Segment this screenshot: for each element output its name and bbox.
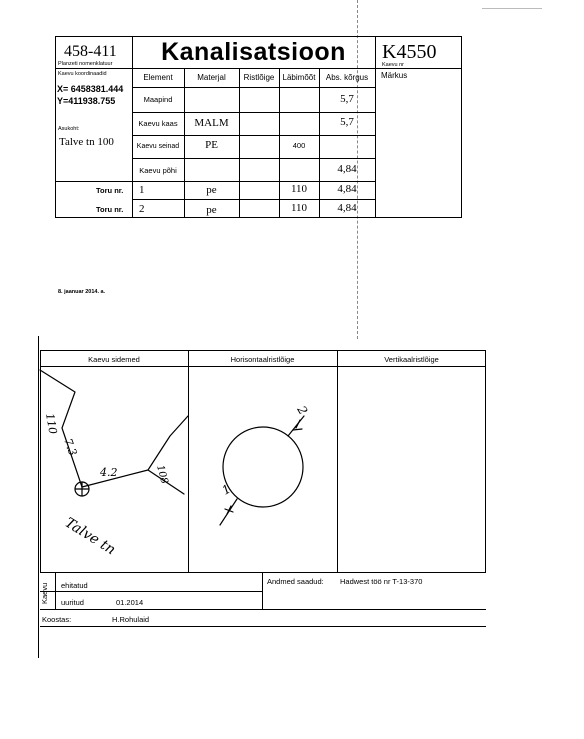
sketch-col-title-horizontal: Horisontaalristlõige bbox=[230, 355, 295, 364]
divider bbox=[375, 36, 376, 218]
location-label: Asukoht: bbox=[58, 126, 80, 132]
pipe-material: pe bbox=[206, 184, 217, 196]
pipe-diameter: 110 bbox=[290, 183, 308, 195]
divider bbox=[337, 350, 338, 573]
divider bbox=[319, 68, 320, 218]
row-diameter: 400 bbox=[292, 141, 306, 150]
coords-label: Kaevu koordinaadid bbox=[58, 71, 107, 77]
footer-data-label: Andmed saadud: bbox=[267, 577, 324, 586]
divider bbox=[188, 350, 189, 573]
pipe-material: pe bbox=[206, 204, 217, 216]
footer-data-value: Hadwest töö nr T-13-370 bbox=[340, 577, 423, 586]
sketch-col-title-vertical: Vertikaalristlõige bbox=[384, 355, 439, 364]
row-height: 4,84 bbox=[337, 163, 357, 175]
col-header-material: Materjal bbox=[197, 73, 226, 82]
coord-x: X= 6458381.444 bbox=[57, 84, 124, 94]
divider bbox=[55, 181, 375, 182]
divider bbox=[132, 87, 375, 88]
pipe-height: 4,84 bbox=[337, 202, 357, 214]
nomenclature-label: Planzeti nomenklatuur bbox=[58, 61, 113, 67]
row-element: Maapind bbox=[143, 95, 173, 104]
divider bbox=[132, 199, 375, 200]
divider bbox=[262, 573, 263, 609]
handwriting-dist-right: 4.2 bbox=[100, 466, 118, 479]
footer-side-label: Kaevu bbox=[40, 582, 49, 604]
divider bbox=[262, 609, 486, 610]
divider bbox=[40, 366, 486, 367]
handwriting-circle-bottom: 1 bbox=[219, 481, 234, 498]
scan-artifact-dash bbox=[482, 8, 542, 9]
location-value: Talve tn 100 bbox=[59, 136, 114, 148]
col-header-height: Abs. kõrgus bbox=[325, 73, 369, 82]
divider bbox=[132, 135, 375, 136]
row-element: Kaevu seinad bbox=[136, 143, 180, 150]
row-height: 5,7 bbox=[340, 116, 354, 128]
footer-surveyed-date: 01.2014 bbox=[116, 598, 144, 607]
nomenclature-code: 458-411 bbox=[64, 43, 117, 60]
divider bbox=[40, 609, 262, 610]
divider bbox=[132, 158, 375, 159]
handwriting-pipe-right: 108 bbox=[154, 463, 170, 486]
footer-compiled-label: Koostas: bbox=[42, 615, 72, 624]
handwriting-pipe-left: 110 bbox=[43, 412, 60, 436]
row-element: Kaevu kaas bbox=[138, 119, 178, 128]
divider bbox=[40, 626, 486, 627]
pipe-label: Toru nr. bbox=[96, 205, 124, 214]
sketch-table bbox=[40, 350, 486, 573]
well-label: Kaevu nr bbox=[382, 62, 405, 68]
pipe-number: 1 bbox=[139, 184, 145, 196]
handwriting-street: Talve tn bbox=[61, 514, 119, 559]
divider bbox=[55, 573, 56, 609]
col-header-section: Ristlõige bbox=[243, 73, 275, 82]
well-code: K4550 bbox=[382, 41, 437, 63]
divider bbox=[55, 68, 132, 69]
divider bbox=[239, 68, 240, 218]
footer-surveyed-label: uuritud bbox=[61, 598, 84, 607]
footer-built-label: ehitatud bbox=[61, 581, 88, 590]
pipe-number: 2 bbox=[139, 203, 145, 215]
sketch-col-title-links: Kaevu sidemed bbox=[88, 355, 140, 364]
footer-compiled-value: H.Rohulaid bbox=[112, 615, 150, 624]
row-height: 5,7 bbox=[340, 93, 354, 105]
handwriting-dist-left: 7.3 bbox=[61, 436, 80, 458]
page-title: Kanalisatsioon bbox=[161, 38, 346, 66]
date-note: 8. jaanuar 2014. a. bbox=[58, 289, 106, 295]
col-header-note: Märkus bbox=[381, 71, 408, 80]
left-margin-line bbox=[38, 336, 39, 658]
row-material: MALM bbox=[194, 117, 229, 129]
divider bbox=[132, 112, 375, 113]
col-header-diameter: Läbimõõt bbox=[282, 73, 316, 82]
col-header-element: Element bbox=[143, 73, 173, 82]
pipe-diameter: 110 bbox=[290, 202, 308, 214]
handwriting-circle-top: 2 bbox=[294, 403, 311, 418]
pipe-height: 4,84 bbox=[337, 183, 357, 195]
divider bbox=[40, 591, 262, 592]
row-element: Kaevu põhi bbox=[139, 166, 177, 175]
divider bbox=[132, 68, 462, 69]
pipe-label: Toru nr. bbox=[96, 186, 124, 195]
coord-y: Y=411938.755 bbox=[57, 96, 116, 106]
row-material: PE bbox=[205, 139, 218, 151]
